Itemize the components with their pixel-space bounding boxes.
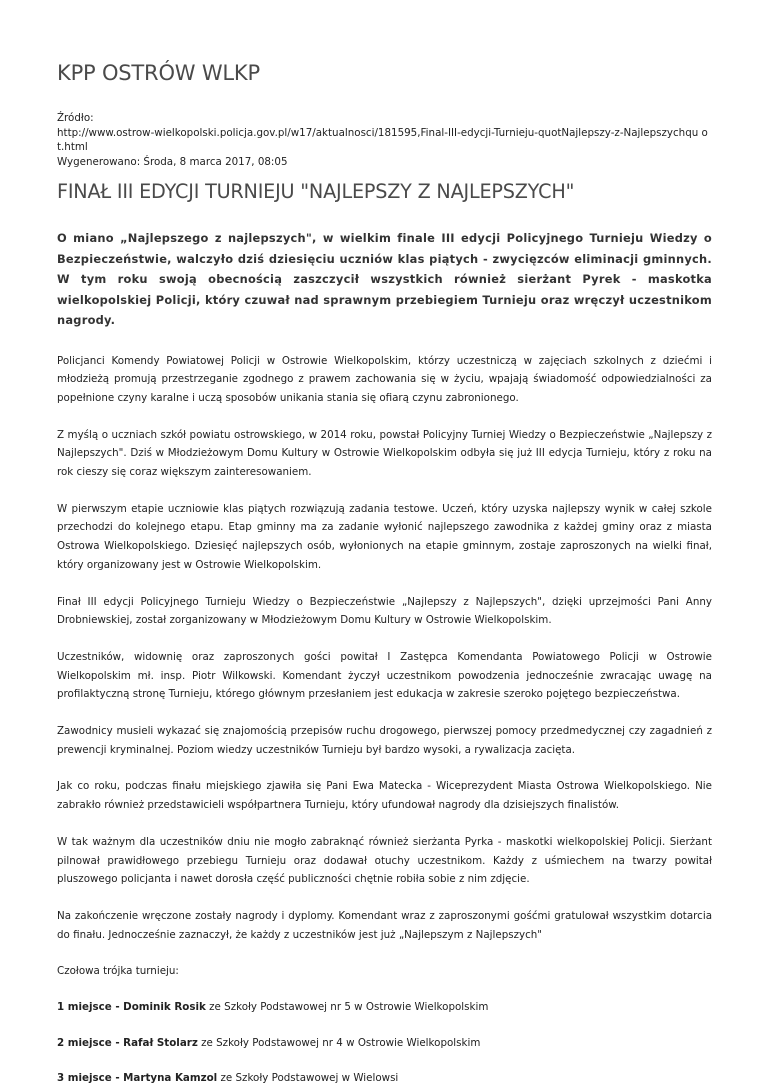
place-school: ze Szkoły Podstawowej nr 4 w Ostrowie Wielkopolskim <box>197 1036 481 1049</box>
article-title: FINAŁ III EDYCJI TURNIEJU "NAJLEPSZY Z NAJLEPSZYCH" <box>57 180 575 203</box>
paragraph: Zawodnicy musieli wykazać się znajomością przepisów ruchu drogowego, pierwszej pomocy przedmedycznej czy zagadnień z prewencji kryminalnej. Poziom wiedzy uczestników Turnieju był bardzo wysoki, a rywalizacja zacięta. <box>57 725 712 756</box>
paragraph: Policjanci Komendy Powiatowej Policji w Ostrowie Wielkopolskim, którzy uczestniczą w zajęciach szkolnych z dziećmi i młodzieżą promują przestrzeganie zgodnego z prawem zachowania się w życiu, wpajają świadomość odpowiedzialności za popełnione czyny karalne i uczą sposobów unikania stania się ofiarą czynu zabronionego. <box>57 354 712 404</box>
place-label: 1 miejsce - Dominik Rosik <box>57 1001 206 1014</box>
generated-date: Wygenerowano: Środa, 8 marca 2017, 08:05 <box>57 155 288 168</box>
place-label: 2 miejsce - Rafał Stolarz <box>57 1036 198 1049</box>
place-third <box>57 1069 712 1088</box>
paragraph: Z myślą o uczniach szkół powiatu ostrowskiego, w 2014 roku, powstał Policyjny Turniej Wiedzy o Bezpieczeństwie „Najlepszy z Najlepszych". Dziś w Młodzieżowym Domu Kultury w Ostrowie Wielkopolskim odbyła się już III edycja Turnieju, który z roku na rok cieszy się coraz większym zainteresowaniem. <box>57 428 712 479</box>
place-school: ze Szkoły Podstawowej nr 5 w Ostrowie Wielkopolskim <box>205 1001 489 1014</box>
podium-heading: Czołowa trójka turnieju: <box>57 965 179 978</box>
paragraph: Jak co roku, podczas finału miejskiego zjawiła się Pani Ewa Matecka - Wiceprezydent Miasta Ostrowa Wielkopolskiego. Nie zabrakło również przedstawicieli współpartnera Turnieju, który ufundował nagrody dla dzisiejszych finalistów. <box>57 780 712 812</box>
place-school: ze Szkoły Podstawowej w Wielowsi <box>217 1072 399 1085</box>
paragraph: Finał III edycji Policyjnego Turnieju Wiedzy o Bezpieczeństwie „Najlepszy z Najlepszych", dzięki uprzejmości Pani Anny Drobniewskiej, został zorganizowany w Młodzieżowym Domu Kultury w Ostrowie Wielkopolskim. <box>57 595 712 627</box>
place-first <box>57 998 712 1017</box>
place-label: 3 miejsce - Martyna Kamzol <box>57 1072 218 1085</box>
source-label: Źródło: <box>57 112 94 124</box>
source-meta <box>57 111 712 169</box>
place-second <box>57 1034 712 1053</box>
paragraph: Uczestników, widownię oraz zaproszonych gości powitał I Zastępca Komendanta Powiatowego Policji w Ostrowie Wielkopolskim mł. insp. Piotr Wilkowski. Komendant życzył uczestnikom powodzenia jednocześnie zwracając uwagę na profilaktyczną stronę Turnieju, którego głównym przesłaniem jest edukacja w zakresie szeroko pojętego bezpieczeństwa. <box>57 650 712 701</box>
article-lead: O miano „Najlepszego z najlepszych", w wielkim finale III edycji Policyjnego Turnieju Wiedzy o Bezpieczeństwie, walczyło dziś dziesięciu uczniów klas piątych - zwycięzców eliminacji gminnych. W tym roku swoją obecnością zaszczycił wszystkich również sierżant Pyrek - maskotka wielkopolskiej Policji, który czuwał nad sprawnym przebiegiem Turnieju oraz wręczył uczestnikom nagrody. <box>57 231 712 327</box>
document-page <box>57 58 712 1088</box>
source-url: http://www.ostrow-wielkopolski.policja.gov.pl/w17/aktualnosci/181595,Final-III-edycji-Turnieju-quotNajlepszy-z-Najlepszychqu ot.html <box>57 126 708 153</box>
paragraph: W pierwszym etapie uczniowie klas piątych rozwiązują zadania testowe. Uczeń, który uzyska najlepszy wynik w całej szkole przechodzi do kolejnego etapu. Etap gminny ma za zadanie wyłonić najlepszego zawodnika z każdej gminy oraz z miasta Ostrowa Wielkopolskiego. Dziesięć najlepszych osób, wyłonionych na etapie gminnym, zostaje zaproszonych na wielki finał, który organizowany jest w Ostrowie Wielkopolskim. <box>57 502 712 571</box>
site-title: KPP OSTRÓW WLKP <box>57 61 260 85</box>
paragraph: Na zakończenie wręczone zostały nagrody i dyplomy. Komendant wraz z zaproszonymi gośćmi gratulował wszystkim dotarcia do finału. Jednocześnie zaznaczył, że każdy z uczestników jest już „Najlepszym z Najlepszych" <box>57 909 712 941</box>
paragraph: W tak ważnym dla uczestników dniu nie mogło zabraknąć również sierżanta Pyrka - maskotki wielkopolskiej Policji. Sierżant pilnował prawidłowego przebiegu Turnieju oraz dodawał otuchy uczestnikom. Każdy z uśmiechem na twarzy powitał pluszowego policjanta i nawet dorosła część publiczności chętnie robiła sobie z nim zdjęcie. <box>57 835 712 886</box>
